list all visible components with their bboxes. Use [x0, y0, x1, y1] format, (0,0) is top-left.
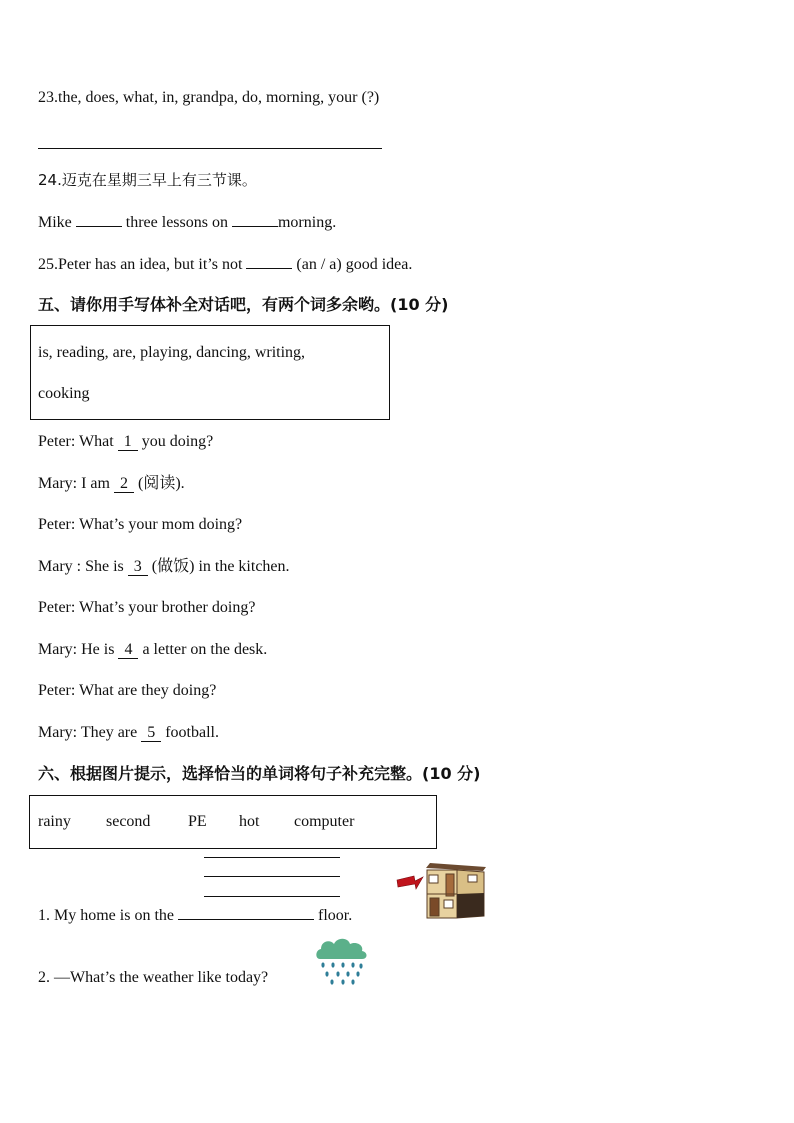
- q24-text-1: Mike: [38, 214, 72, 231]
- word-computer: computer: [294, 813, 355, 830]
- word-hot: hot: [239, 813, 260, 830]
- word-second: second: [106, 813, 151, 830]
- answer-line-23[interactable]: [38, 148, 382, 149]
- question-23-text: 23.the, does, what, in, grandpa, do, morning, your (?): [38, 89, 380, 106]
- answer-line-c[interactable]: [204, 896, 340, 897]
- question-24: [38, 212, 336, 233]
- q25-text-2: (an / a) good idea.: [296, 256, 413, 273]
- dialogue-line-5: Peter: What’s your brother doing?: [38, 599, 256, 616]
- section-6-word-box: [29, 795, 437, 849]
- q25-blank[interactable]: [246, 254, 292, 269]
- blank-2[interactable]: 2: [114, 476, 134, 493]
- section-5-word-box: [30, 325, 390, 420]
- blank-1[interactable]: 1: [118, 434, 138, 451]
- rain-cloud-icon: [314, 935, 370, 987]
- item-1-blank[interactable]: [178, 905, 314, 920]
- dialogue-line-2: Mary: I am 2 (阅读).: [38, 475, 185, 492]
- q24-blank-1[interactable]: [76, 212, 122, 227]
- q24-text-2: three lessons on: [125, 214, 228, 231]
- word-box-line-2: cooking: [38, 385, 90, 402]
- dialogue-line-4: Mary : She is 3 (做饭) in the kitchen.: [38, 558, 290, 575]
- section-5-heading: 五、请你用手写体补全对话吧，有两个词多余哟。(10 分): [38, 295, 449, 314]
- answer-line-b[interactable]: [204, 876, 340, 877]
- house-icon: [396, 860, 490, 922]
- dialogue-line-3: Peter: What’s your mom doing?: [38, 516, 243, 533]
- word-rainy: rainy: [38, 813, 71, 830]
- section-6-heading: 六、根据图片提示，选择恰当的单词将句子补充完整。(10 分): [38, 764, 481, 783]
- blank-3[interactable]: 3: [128, 559, 148, 576]
- question-23: [38, 88, 379, 108]
- answer-line-a[interactable]: [204, 857, 340, 858]
- q24-blank-2[interactable]: [232, 212, 278, 227]
- section-6-item-2: 2. —What’s the weather like today?: [38, 969, 269, 986]
- section-6-item-1: 1. My home is on the floor.: [38, 907, 353, 924]
- question-24-prompt: 24.迈克在星期三早上有三节课。: [38, 171, 257, 189]
- dialogue-line-6: Mary: He is 4 a letter on the desk.: [38, 641, 268, 658]
- word-box-line-1: is, reading, are, playing, dancing, writing,: [38, 344, 306, 361]
- dialogue-line-8: Mary: They are 5 football.: [38, 724, 219, 741]
- question-25: [38, 254, 412, 275]
- dialogue-line-7: Peter: What are they doing?: [38, 682, 217, 699]
- q24-text-3: morning.: [277, 214, 337, 231]
- q25-text-1: 25.Peter has an idea, but it’s not: [38, 256, 243, 273]
- blank-4[interactable]: 4: [118, 642, 138, 659]
- blank-5[interactable]: 5: [141, 725, 161, 742]
- word-pe: PE: [188, 813, 207, 830]
- dialogue-line-1: Peter: What 1 you doing?: [38, 433, 214, 450]
